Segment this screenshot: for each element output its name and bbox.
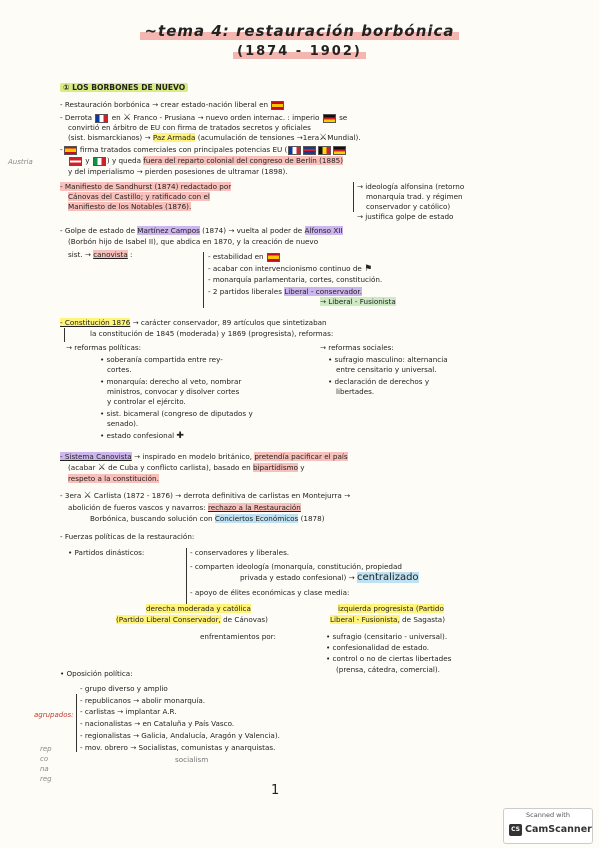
spain-flag-icon <box>271 101 284 110</box>
note-line: respeto a la constitución. <box>68 474 159 483</box>
note-line: (prensa, cátedra, comercial). <box>336 665 440 674</box>
note-line: • monarquía: derecho al veto, nombrar <box>100 377 242 386</box>
note-line: • sufragio (censitario - universal). <box>326 632 448 641</box>
note-line: Manifiesto de los Notables (1876). <box>68 202 192 211</box>
note-line: → reformas sociales: <box>320 343 394 352</box>
note-line: - Golpe de estado de Martínez Campos (1874) → vuelta al poder de Alfonso XII <box>60 226 343 235</box>
battle-swords-icon: ⚔ <box>122 112 132 123</box>
note-line: → justifica golpe de estado <box>357 212 454 221</box>
note-line: Cánovas del Castillo; y ratificado con el <box>68 192 210 201</box>
note-line: (Partido Liberal Conservador, de Cánovas) <box>116 615 268 624</box>
uk-flag-icon <box>303 146 316 155</box>
note-line: - Sistema Canovista → inspirado en modelo británico, pretendía pacificar el país <box>60 452 348 461</box>
note-line: - nacionalistas → en Cataluña y País Vasco. <box>80 719 235 728</box>
note-line: - acabar con intervencionismo continuo de ⚑ <box>208 263 373 274</box>
bracket <box>203 252 204 308</box>
austria-flag-icon <box>69 157 82 166</box>
bracket <box>186 548 187 606</box>
scanner-name: CamScanner <box>525 824 592 835</box>
note-line: • sufragio masculino: alternancia <box>328 355 448 364</box>
note-line: - 2 partidos liberales Liberal - conservador. <box>208 287 362 296</box>
spain-flag-icon <box>267 253 280 262</box>
germany-flag-icon <box>323 114 336 123</box>
note-line: - comparten ideología (monarquía, constitución, propiedad <box>190 562 402 571</box>
note-line: izquierda progresista (Partido <box>338 604 444 613</box>
note-line: - monarquía parlamentaria, cortes, constitución. <box>208 275 383 284</box>
note-line: libertades. <box>336 387 375 396</box>
note-line: - Constitución 1876 → carácter conservador, 89 artículos que sintetizaban <box>60 318 327 327</box>
note-line: sist. → canovista : <box>68 250 133 259</box>
page-subtitle-years: (1874 - 1902) <box>0 44 599 59</box>
note-line: - estabilidad en <box>208 252 281 262</box>
note-line: - republicanos → abolir monarquía. <box>80 696 206 705</box>
belgium-flag-icon <box>318 146 331 155</box>
note-line: entre censitario y universal. <box>336 365 437 374</box>
note-line: - mov. obrero → Socialistas, comunistas y anarquistas. <box>80 743 276 752</box>
note-line: - conservadores y liberales. <box>190 548 290 557</box>
note-line: (Borbón hijo de Isabel II), que abdica en 1870, y la creación de nuevo <box>68 237 319 246</box>
note-line: • sist. bicameral (congreso de diputados y <box>100 409 253 418</box>
note-line: → ideología alfonsina (retorno <box>357 182 465 191</box>
note-line: convirtió en árbitro de EU con firma de tratados secretos y oficiales <box>68 123 311 132</box>
note-line: privada y estado confesional) → centralizado <box>240 572 419 583</box>
scanner-caption: Scanned with <box>526 811 570 819</box>
arrow <box>64 328 65 342</box>
side-note: rep <box>40 745 52 753</box>
note-line: conservador y católico) <box>366 202 451 211</box>
note-line: → Liberal - Fusionista <box>320 297 396 306</box>
bracket <box>76 694 77 752</box>
army-flag-icon: ⚑ <box>364 263 373 274</box>
note-line: • soberanía compartida entre rey- <box>100 355 223 364</box>
note-line: la constitución de 1845 (moderada) y 1869 (progresista), reformas: <box>90 329 334 338</box>
page-number: 1 <box>271 783 280 798</box>
section-heading: ① LOS BORBONES DE NUEVO <box>60 83 188 92</box>
note-line: - regionalistas → Galicia, Andalucía, Aragón y Valencia). <box>80 731 280 740</box>
note-line: - Derrota en ⚔ Franco - Prusiana → nuevo orden internac. : imperio se <box>60 112 348 123</box>
page-title: ~tema 4: restauración borbónica <box>0 22 599 40</box>
note-line: cortes. <box>107 365 132 374</box>
side-note: reg <box>40 775 52 783</box>
note-line: monarquía trad. y régimen <box>366 192 463 201</box>
note-line: - 3era ⚔ Carlista (1872 - 1876) → derrota definitiva de carlistas en Montejurra → <box>60 490 351 501</box>
note-line: • control o no de ciertas libertades <box>326 654 452 663</box>
note-line: - Manifiesto de Sandhurst (1874) redactado por <box>60 182 232 191</box>
france-flag-icon <box>288 146 301 155</box>
note-line: - Restauración borbónica → crear estado-nación liberal en <box>60 100 285 110</box>
note-line: - carlistas → implantar A.R. <box>80 707 177 716</box>
note-line: • declaración de derechos y <box>328 377 430 386</box>
germany-flag-icon <box>333 146 346 155</box>
note-line: Liberal - Fusionista, de Sagasta) <box>330 615 446 624</box>
side-note: na <box>40 765 49 773</box>
note-line: socialism <box>175 755 209 764</box>
note-line: abolición de fueros vascos y navarros: rechazo a la Restauración <box>68 503 301 512</box>
note-line: enfrentamientos por: <box>200 632 276 641</box>
note-line: Borbónica, buscando solución con Conciertos Económicos (1878) <box>90 514 325 523</box>
france-flag-icon <box>95 114 108 123</box>
note-line: (acabar ⚔ de Cuba y conflicto carlista), basado en bipartidismo y <box>68 462 305 473</box>
note-line: - apoyo de élites económicas y clase media: <box>190 588 350 597</box>
note-line: - Fuerzas políticas de la restauración: <box>60 532 195 541</box>
italy-flag-icon <box>93 157 106 166</box>
camscanner-logo-icon: CS <box>509 824 522 836</box>
note-line: y del imperialismo → pierden posesiones de ultramar (1898). <box>68 167 288 176</box>
note-line: → reformas políticas: <box>66 343 142 352</box>
note-line: • estado confesional ✚ <box>100 430 184 441</box>
note-line: y controlar el ejército. <box>107 397 186 406</box>
note-line: • Oposición política: <box>60 669 133 678</box>
side-note-agrupados: agrupados: <box>34 711 74 719</box>
side-note: co <box>40 755 49 763</box>
note-line: • confesionalidad de estado. <box>326 643 430 652</box>
note-line: derecha moderada y católica <box>146 604 251 613</box>
note-line: • Partidos dinásticos: <box>68 548 145 557</box>
bracket <box>353 182 354 212</box>
battle-swords-icon: ⚔ <box>319 132 328 143</box>
battle-swords-icon: ⚔ <box>83 490 92 501</box>
side-note-austria: Austria <box>8 158 33 166</box>
note-line: y ) y queda fuera del reparto colonial del congreso de Berlín (1885) <box>68 156 343 166</box>
cross-icon: ✚ <box>176 430 184 441</box>
note-line: (sist. bismarckianos) → Paz Armada (acumulación de tensiones →1era⚔Mundial). <box>68 132 361 143</box>
spain-flag-icon <box>64 146 77 155</box>
note-line: senado). <box>107 419 139 428</box>
camscanner-watermark <box>503 808 593 844</box>
note-line: - grupo diverso y amplio <box>80 684 168 693</box>
note-line: - firma tratados comerciales con principales potencias EU ( <box>60 145 347 155</box>
battle-swords-icon: ⚔ <box>97 462 106 473</box>
note-line: ministros, convocar y disolver cortes <box>107 387 240 396</box>
